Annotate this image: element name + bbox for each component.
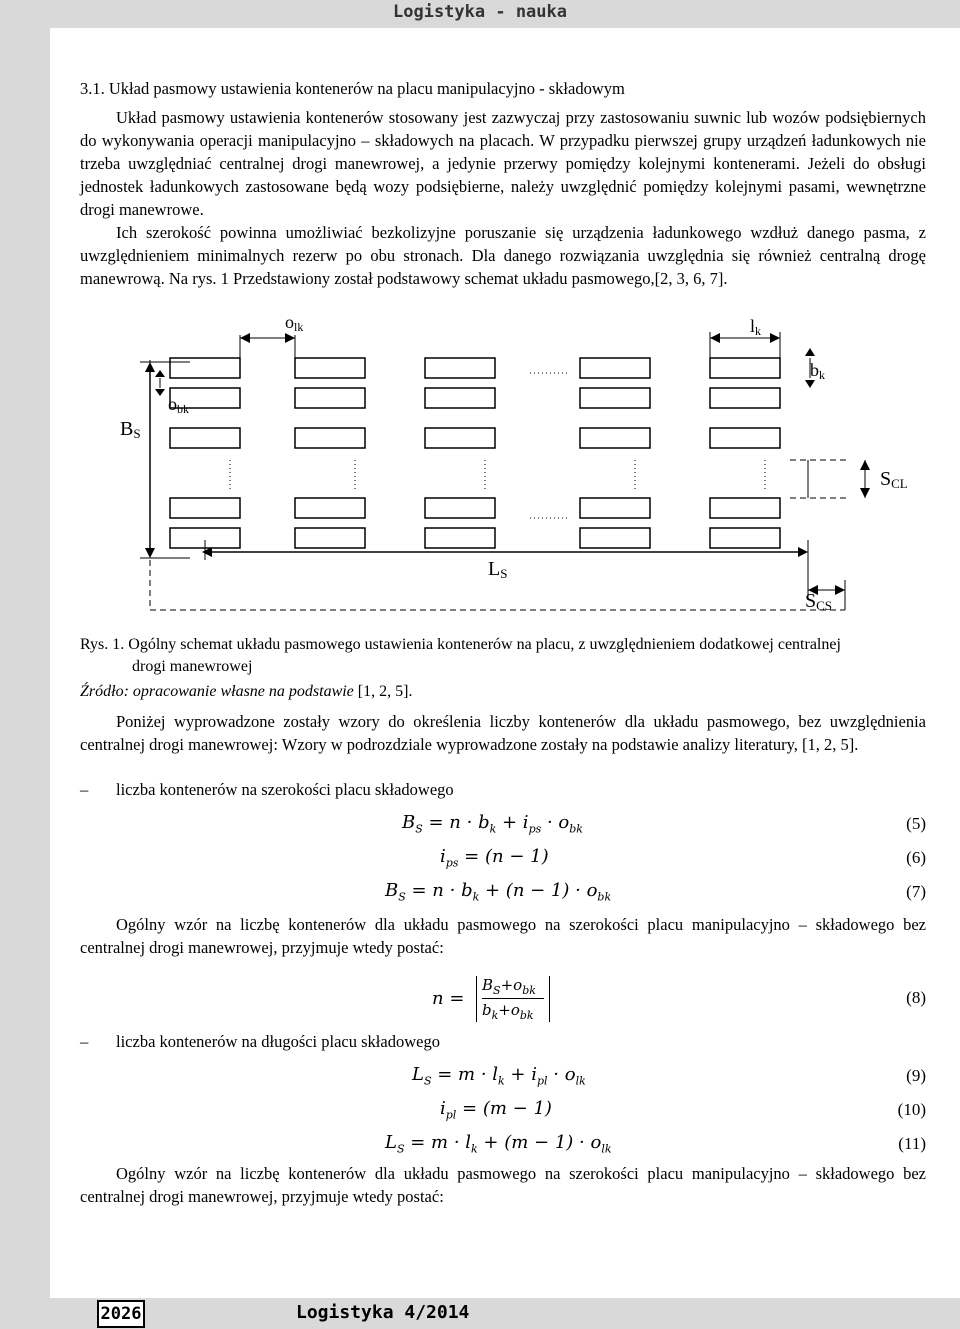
container-grid	[170, 358, 780, 548]
equation-number: (5)	[906, 814, 926, 833]
page-number: 2026	[97, 1300, 145, 1328]
label-lk: lk	[750, 316, 762, 338]
paragraph-1: Układ pasmowy ustawienia kontenerów stosowany jest zazwyczaj przy zastosowaniu suwnic lub wozów podsiębiernych do wykonywania operacji manipulacyjno – składowych na placach. W przypadku pierwszej grupy urządzeń ładunkowych nie trzeba uwzględniać centralnej drogi manewrowej, a jedynie przerwy pomiędzy kolejnymi kontenerami. Jeżeli do obsługi jednostek ładunkowych zastosowane będą wozy podsiębierne, należy uwzględnić pomiędzy kolejnymi pasami, wewnętrzne drogi manewrowe.	[80, 108, 926, 219]
left-margin-band	[0, 0, 50, 1329]
equation-number: (9)	[906, 1066, 926, 1085]
equation-9: $L_S = m \cdot l_k + i_{pl} \cdot o_{lk}$	[412, 1064, 586, 1088]
journal-name: Logistyka 4/2014	[296, 1302, 470, 1323]
label-scs: SCS	[805, 590, 833, 613]
paragraph-1b: Ich szerokość powinna umożliwiać bezkolizyjne poruszanie się urządzenia ładunkowego wzdłuż danego pasma, z uwzględnieniem minimalnych rezerw po obu stronach. Dla danego rozwiązania uwzględnia się również centralną drogę manewrową. Na rys. 1 Przedstawiony został podstawowy schemat układu pasmowego,[2, 3, 6, 7].	[80, 223, 926, 288]
equation-number: (10)	[897, 1100, 926, 1119]
label-obk: obk	[168, 394, 189, 416]
equation-number: (11)	[898, 1134, 926, 1153]
equation-7: $B_S = n \cdot b_k + (n - 1) \cdot o_{bk}$	[385, 880, 612, 904]
running-header: Logistyka - nauka	[393, 2, 567, 22]
ellipsis-dots	[230, 373, 765, 518]
label-olk: olk	[285, 312, 304, 334]
label-bk: bk	[810, 360, 825, 382]
figure-band-layout-diagram	[110, 310, 910, 620]
section-heading: 3.1. Układ pasmowy ustawienia kontenerów na placu manipulacyjno - składowym	[80, 79, 625, 98]
equation-number: (6)	[906, 848, 926, 867]
equation-11: $L_S = m \cdot l_k + (m - 1) \cdot o_{lk}$	[385, 1132, 612, 1156]
paragraph-intro	[80, 106, 926, 290]
equation-number: (7)	[906, 882, 926, 901]
label-ls: LS	[488, 558, 508, 581]
equation-number: (8)	[906, 988, 926, 1007]
equation-6: $i_{ps} = (n - 1)$	[440, 846, 549, 870]
paragraph-3: Ogólny wzór na liczbę kontenerów dla układu pasmowego na szerokości placu manipulacyjno – składowego bez centralnej drogi manewrowej, przyjmuje wtedy postać:	[80, 915, 926, 957]
arrow-head	[145, 362, 155, 372]
equation-10: $i_{pl} = (m - 1)$	[440, 1098, 552, 1122]
label-scl: SCL	[880, 468, 908, 491]
figure-source: Źródło: opracowanie własne na podstawie [1, 2, 5].	[80, 683, 413, 700]
paragraph-4: Ogólny wzór na liczbę kontenerów dla układu pasmowego na szerokości placu manipulacyjno – składowego bez centralnej drogi manewrowej, przyjmuje wtedy postać:	[80, 1164, 926, 1206]
paragraph-2: Poniżej wyprowadzone zostały wzory do określenia liczby kontenerów dla układu pasmowego, bez uwzględnienia centralnej drogi manewrowej: Wzory w podrozdziale wyprowadzone zostały na podstawie analizy literatury, [1, 2, 5].	[80, 712, 926, 754]
arrow-head	[145, 548, 155, 558]
figure-caption: Rys. 1. Ogólny schemat układu pasmowego ustawienia kontenerów na placu, z uwzględnieniem dodatkowej centralnej drogi manewrowej	[80, 636, 841, 675]
label-bs: BS	[120, 418, 141, 441]
equation-5: $B_S = n \cdot b_k + i_{ps} \cdot o_{bk}$	[402, 812, 583, 836]
arrow-head	[798, 547, 808, 557]
